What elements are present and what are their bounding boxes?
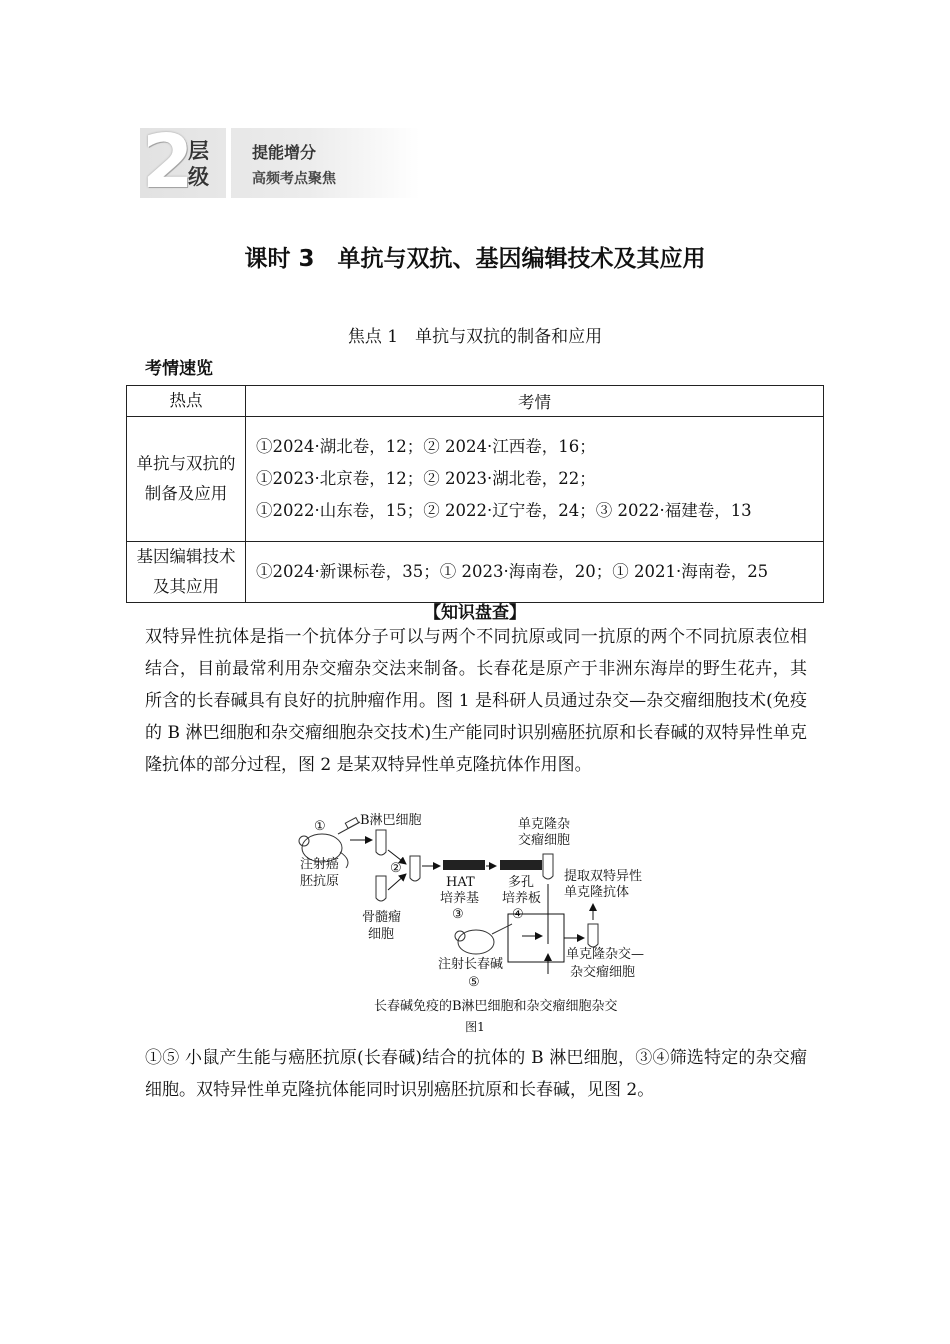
syringe-icon bbox=[338, 818, 360, 834]
knowledge-title: 【知识盘查】 bbox=[424, 603, 526, 623]
exam-line: ①2023·北京卷，12；② 2023·湖北卷，22； bbox=[256, 469, 596, 488]
extract-a: 提取双特异性 bbox=[564, 869, 643, 884]
table-row bbox=[127, 542, 824, 603]
banner-line1: 提能增分 bbox=[252, 143, 317, 162]
plate-a: 多孔 bbox=[508, 875, 535, 890]
b-cell-label: B淋巴细胞 bbox=[360, 813, 422, 828]
step-3: ③ bbox=[452, 907, 464, 922]
step-4: ④ bbox=[512, 907, 524, 922]
step-1: ① bbox=[314, 819, 326, 834]
test-tube-icon bbox=[588, 924, 598, 947]
level-banner bbox=[140, 119, 420, 205]
hybrid-a: 单克隆杂交— bbox=[566, 947, 645, 962]
exam-table bbox=[126, 385, 824, 603]
table-header: 热点 bbox=[127, 386, 246, 417]
hat-b: 培养基 bbox=[440, 891, 480, 906]
figure-1-diagram bbox=[280, 806, 670, 1016]
banner-line2: 高频考点聚焦 bbox=[252, 171, 336, 187]
hybrid-b: 杂交瘤细胞 bbox=[570, 965, 636, 980]
inject-5: 注射长春碱 bbox=[438, 957, 504, 972]
paragraph-explanation: ①⑤ 小鼠产生能与癌胚抗原(长春碱)结合的抗体的 B 淋巴细胞，③④筛选特定的杂交瘤细胞。双特异性单克隆抗体能同时识别癌胚抗原和长春碱，见图 2。 bbox=[145, 1048, 807, 1100]
culture-plate-icon bbox=[443, 860, 542, 870]
step-2: ② bbox=[390, 861, 402, 876]
table-exams bbox=[246, 542, 824, 603]
section-label: 考情速览 bbox=[145, 359, 213, 379]
table-row bbox=[127, 417, 824, 542]
focus-title: 焦点 1 单抗与双抗的制备和应用 bbox=[347, 327, 603, 347]
inject-1b: 胚抗原 bbox=[300, 874, 340, 889]
paragraph-intro: 双特异性抗体是指一个抗体分子可以与两个不同抗原或同一抗原的两个不同抗原表位相结合，目前最常利用杂交瘤杂交法来制备。长春花是原产于非洲东海岸的野生花卉，其所含的长春碱具有良好的抗肿瘤作用。图 1 是科研人员通过杂交—杂交瘤细胞技术(免疫的 B 淋巴细胞和杂交瘤细胞杂交技术)生产能同时识别癌胚抗原和长春碱的双特异性单克隆抗体的部分过程，图 2 是某双特异性单克隆抗体作用图。 bbox=[145, 627, 807, 775]
table-header-row bbox=[127, 386, 824, 417]
topic-text: 单抗与双抗的制备及应用 bbox=[136, 454, 236, 503]
banner-number: 2 bbox=[142, 119, 194, 205]
table-topic bbox=[127, 542, 246, 603]
exam-line: ①2024·新课标卷，35；① 2023·海南卷，20；① 2021·海南卷，25 bbox=[256, 562, 769, 581]
extract-b: 单克隆抗体 bbox=[564, 885, 630, 900]
table-exams bbox=[246, 417, 824, 542]
plate-b: 培养板 bbox=[502, 891, 542, 906]
hat-a: HAT bbox=[446, 875, 475, 890]
table-header: 考情 bbox=[246, 386, 824, 417]
table-topic bbox=[127, 417, 246, 542]
myeloma-a: 骨髓瘤 bbox=[362, 910, 402, 925]
banner-divider bbox=[226, 128, 231, 198]
mono-top-b: 交瘤细胞 bbox=[518, 833, 571, 848]
lesson-title: 课时 3 单抗与双抗、基因编辑技术及其应用 bbox=[244, 246, 706, 272]
exam-line: ①2022·山东卷，15；② 2022·辽宁卷，24；③ 2022·福建卷，13 bbox=[256, 501, 752, 520]
figure-bottom-label: 长春碱免疫的B淋巴细胞和杂交瘤细胞杂交 bbox=[374, 999, 618, 1014]
inject-1a: 注射癌 bbox=[300, 857, 340, 872]
banner-level: 层级 bbox=[188, 139, 209, 189]
step-5: ⑤ bbox=[468, 975, 480, 990]
test-tube-icon bbox=[543, 854, 553, 879]
topic-text: 基因编辑技术及其应用 bbox=[136, 547, 236, 596]
mono-top-a: 单克隆杂 bbox=[518, 817, 571, 832]
figure-caption: 图1 bbox=[465, 1020, 485, 1034]
exam-line: ①2024·湖北卷，12；② 2024·江西卷，16； bbox=[256, 437, 596, 456]
myeloma-b: 细胞 bbox=[368, 927, 395, 942]
mouse-icon bbox=[455, 924, 512, 954]
